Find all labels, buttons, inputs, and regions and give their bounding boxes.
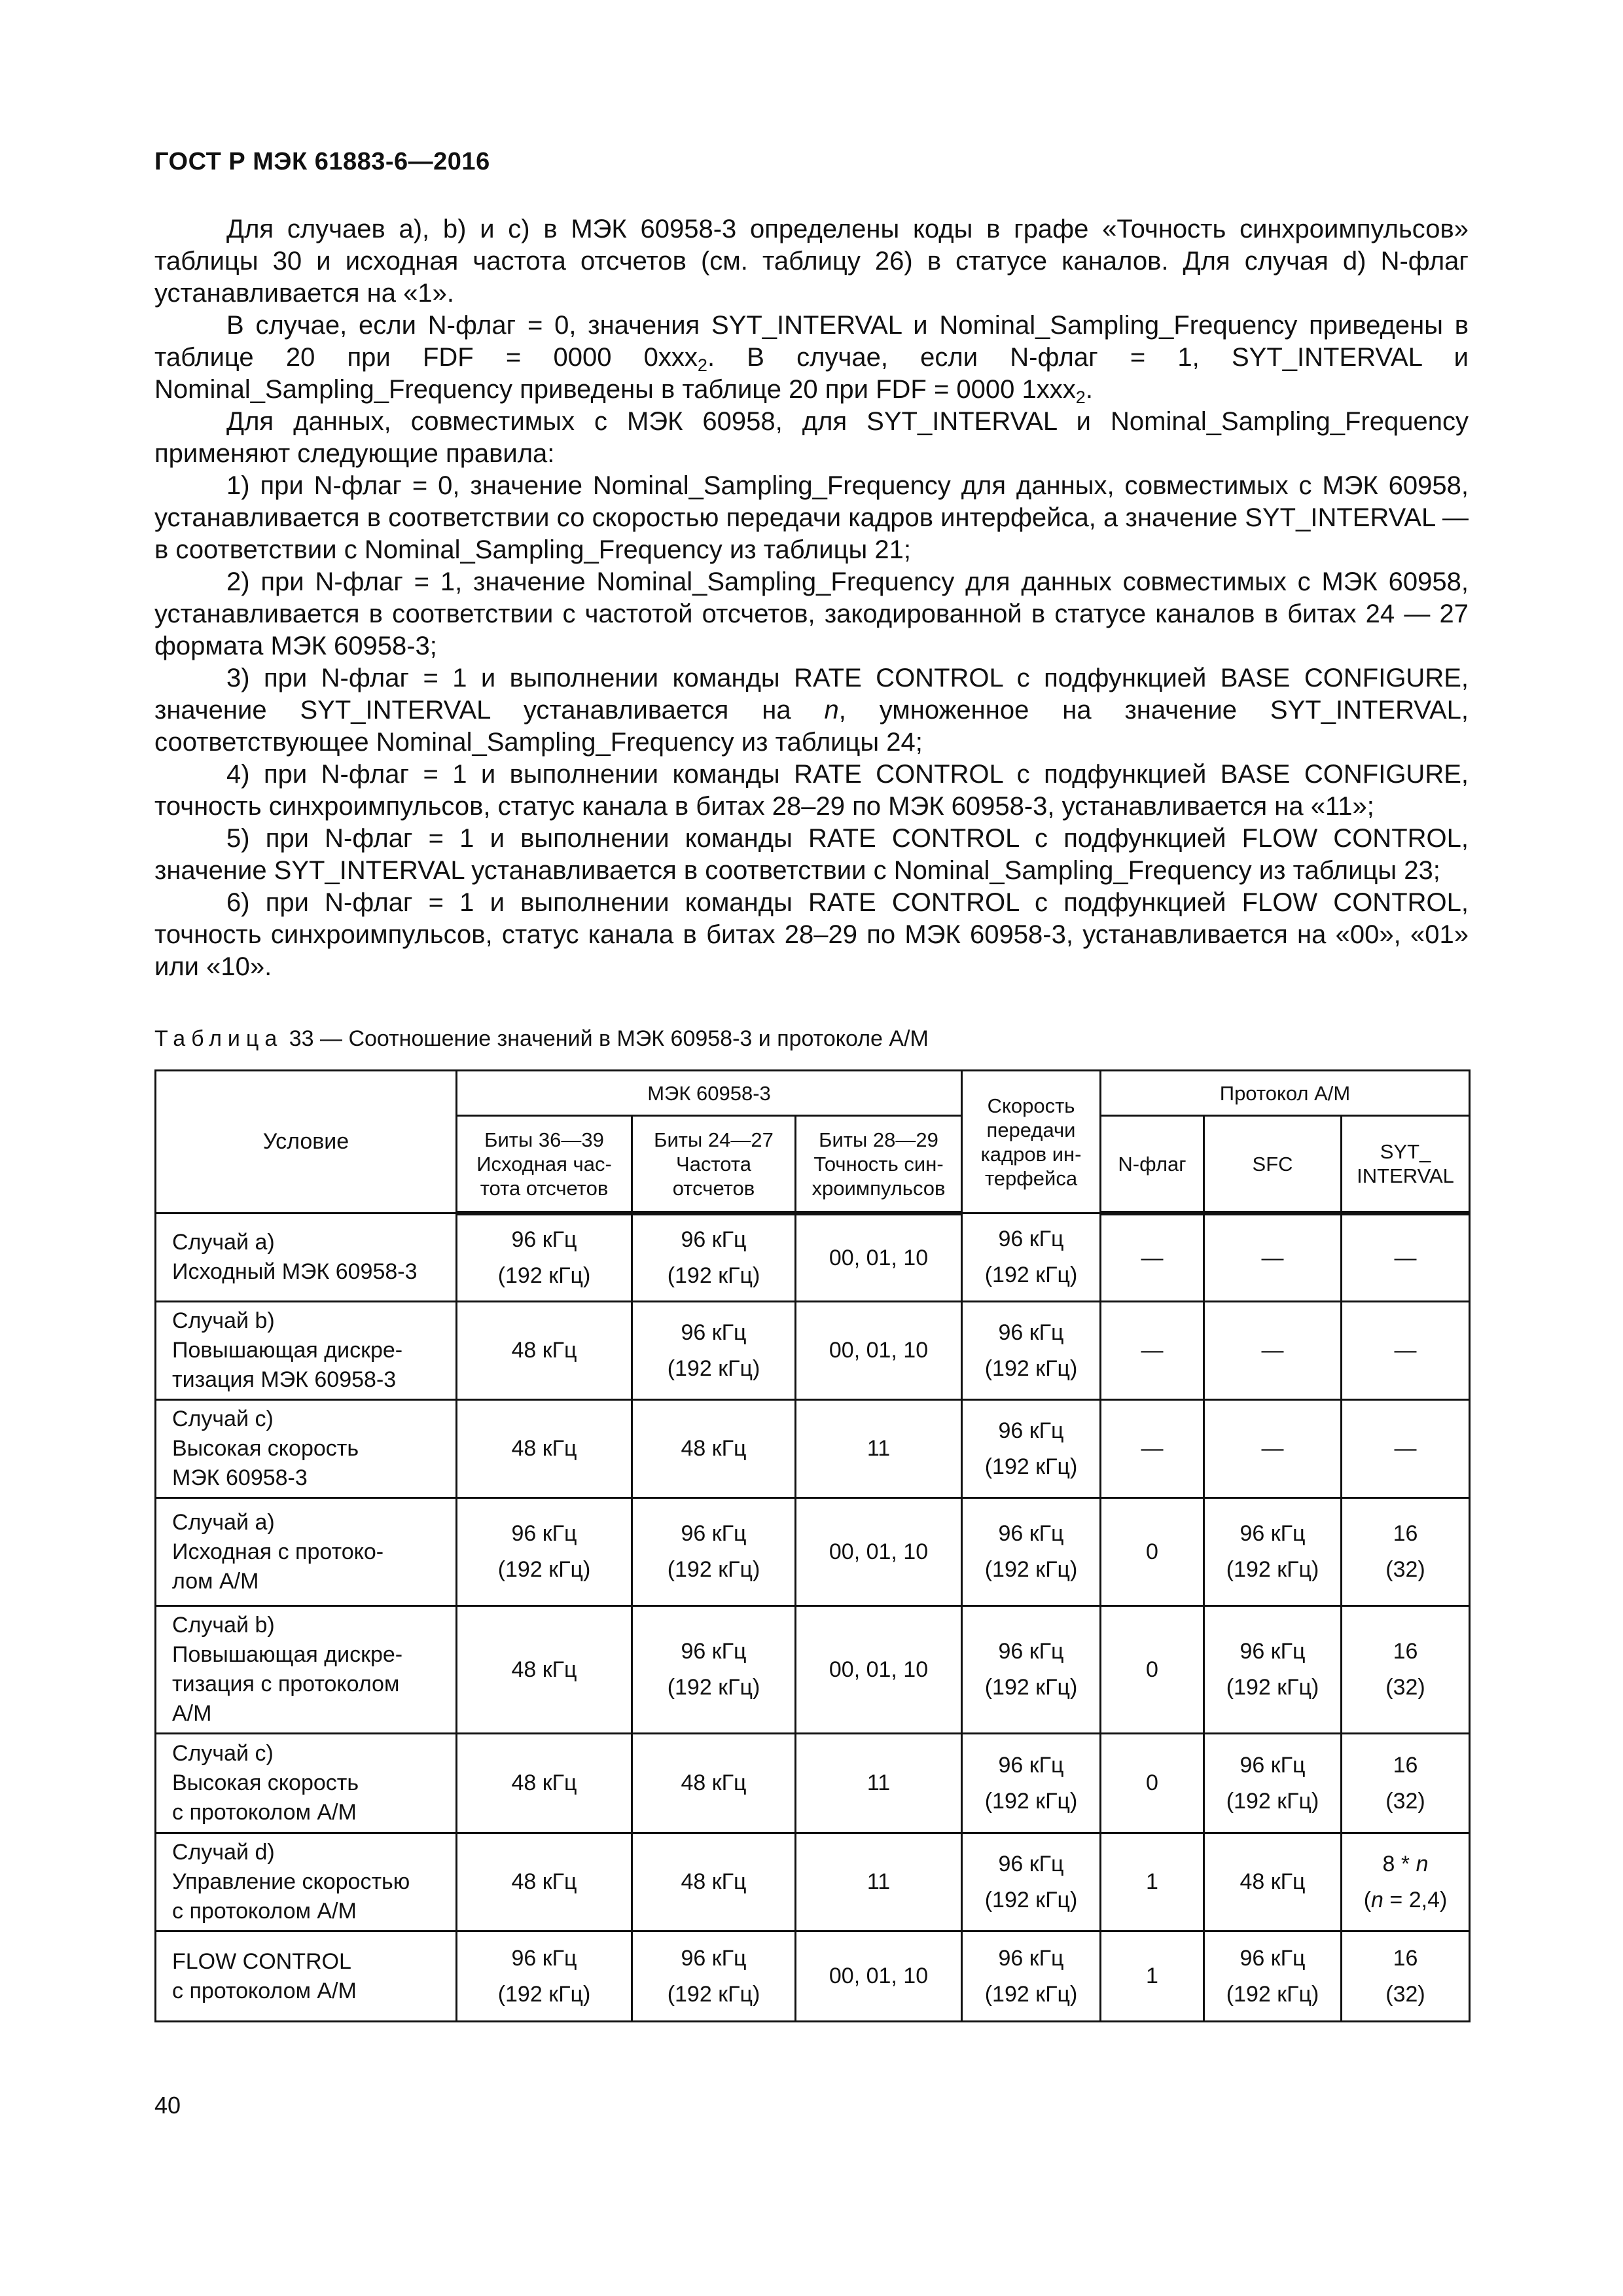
cell-line: Случай c) (172, 1741, 274, 1766)
cell-b2829 (796, 1498, 962, 1606)
cell-b3639 (457, 1734, 632, 1833)
cell-b2427 (632, 1833, 796, 1931)
body-text (154, 213, 1469, 983)
cell-b3639 (457, 1498, 632, 1606)
cell-nflag (1101, 1498, 1204, 1606)
cell-line: A/M (172, 1701, 212, 1726)
cell-nflag (1101, 1833, 1204, 1931)
cell-b2427 (632, 1606, 796, 1734)
cell-line: 16 (1393, 1945, 1418, 1971)
table-row (156, 1833, 1470, 1931)
paragraph-text: , умноженное на значение SYT_INTERVAL, соответствующее Nominal_Sampling_Frequency из таблицы 24; (154, 696, 1469, 757)
header-syt-interval: SYT_ INTERVAL (1342, 1116, 1470, 1213)
cell-line: 1 (1146, 1964, 1158, 1988)
paragraph (154, 310, 1469, 406)
cell-line: с протоколом A/M (172, 1899, 357, 1924)
cell-line: (32) (1385, 1675, 1425, 1700)
cell-line: 96 кГц (998, 1227, 1064, 1251)
cell-line: 11 (866, 1436, 891, 1461)
cell-syt (1342, 1400, 1470, 1498)
cell-line: 96 кГц (681, 1319, 747, 1345)
cell-line: 11 (866, 1869, 891, 1894)
cell-b3639 (457, 1931, 632, 2022)
cell-line: 96 кГц (511, 1521, 577, 1546)
cell-line: 96 кГц (998, 1752, 1064, 1778)
cell-line: 0 (1146, 1770, 1158, 1795)
cell-line: 8 * n (1382, 1851, 1429, 1876)
cell-line: 00, 01, 10 (829, 1964, 929, 1988)
cell-b2829 (796, 1302, 962, 1400)
cell-b2829 (796, 1213, 962, 1302)
cell-sfc (1204, 1498, 1342, 1606)
cell-line: — (1141, 1436, 1164, 1461)
paragraph-text: Для случаев a), b) и c) в МЭК 60958-3 определены коды в графе «Точность синхроимпульсов» таблицы 30 и исходная частота отсчетов (см. таблицу 26) в статусе каналов. Для случая d) N-флаг устанавливается на «1». (154, 215, 1469, 308)
cell-line: Повышающая дискре- (172, 1642, 403, 1667)
cell-line: 96 кГц (998, 1418, 1064, 1443)
cell-rate (962, 1734, 1101, 1833)
cell-line: 96 кГц (681, 1945, 747, 1971)
cell-syt (1342, 1302, 1470, 1400)
cell-rate (962, 1302, 1101, 1400)
cell-line: — (1394, 1338, 1417, 1363)
paragraph-text: Для данных, совместимых с МЭК 60958, для SYT_INTERVAL и Nominal_Sampling_Frequency применяют следующие правила: (154, 407, 1469, 468)
cell-nflag (1101, 1606, 1204, 1734)
cell-sfc (1204, 1213, 1342, 1302)
cell-line: (192 кГц) (667, 1675, 760, 1700)
cell-cond (156, 1213, 457, 1302)
table-row (156, 1734, 1470, 1833)
paragraph-text: В случае, если N-флаг = 0, значения SYT_INTERVAL и Nominal_Sampling_Frequency приведены в таблице 20 при FDF = 0000 0xxx (154, 311, 1469, 372)
header-iec-group: МЭК 60958-3 (457, 1071, 962, 1116)
table-row (156, 1931, 1470, 2022)
cell-line: (192 кГц) (667, 1981, 760, 2007)
cell-line: (192 кГц) (667, 1263, 760, 1288)
cell-b2427 (632, 1302, 796, 1400)
cell-rate (962, 1833, 1101, 1931)
cell-syt (1342, 1498, 1470, 1606)
cell-line: (192 кГц) (984, 1788, 1078, 1814)
cell-line: 0 (1146, 1539, 1158, 1564)
cell-line: Исходный МЭК 60958-3 (172, 1259, 418, 1284)
cell-line: 48 кГц (511, 1657, 577, 1682)
cell-nflag (1101, 1400, 1204, 1498)
cell-syt (1342, 1833, 1470, 1931)
cell-b3639 (457, 1302, 632, 1400)
cell-line: тизация МЭК 60958-3 (172, 1367, 397, 1392)
cell-line: 00, 01, 10 (829, 1245, 929, 1270)
cell-sfc (1204, 1734, 1342, 1833)
cell-line: (192 кГц) (667, 1557, 760, 1582)
cell-line: 48 кГц (511, 1338, 577, 1363)
table-row (156, 1498, 1470, 1606)
cell-line: 96 кГц (1240, 1639, 1306, 1664)
cell-line: Управление скоростью (172, 1869, 410, 1894)
table-row (156, 1213, 1470, 1302)
cell-b2427 (632, 1931, 796, 2022)
cell-rate (962, 1606, 1101, 1734)
cell-b2829 (796, 1931, 962, 2022)
paragraph (154, 406, 1469, 470)
document-header: ГОСТ Р МЭК 61883-6—2016 (154, 148, 490, 175)
cell-line: 96 кГц (511, 1227, 577, 1252)
cell-rate (962, 1400, 1101, 1498)
paragraph-text: 2 (697, 355, 707, 375)
cell-line: FLOW CONTROL (172, 1948, 351, 1974)
header-am-group: Протокол A/M (1101, 1071, 1470, 1116)
cell-line: (192 кГц) (1226, 1557, 1319, 1582)
cell-line: Случай a) (172, 1230, 275, 1255)
cell-line: 16 (1393, 1752, 1418, 1778)
paragraph-text: 4) при N-флаг = 1 и выполнении команды RATE CONTROL с подфункцией BASE CONFIGURE, точность синхроимпульсов, статус канала в битах 28–29 по МЭК 60958-3, устанавливается на «11»; (154, 760, 1469, 821)
paragraph-text: 3) при N-флаг = 1 и выполнении команды RATE CONTROL с подфункцией BASE CONFIGURE, значение SYT_INTERVAL устанавливается на (154, 664, 1469, 725)
cell-b2427 (632, 1400, 796, 1498)
cell-b2829 (796, 1833, 962, 1931)
cell-rate (962, 1498, 1101, 1606)
cell-line: 11 (866, 1770, 891, 1795)
cell-line: 96 кГц (998, 1521, 1064, 1546)
cell-b2427 (632, 1734, 796, 1833)
header-bits-24-27: Биты 24—27 Частота отсчетов (632, 1116, 796, 1213)
cell-line: (192 кГц) (984, 1887, 1078, 1912)
cell-line: (n = 2,4) (1363, 1887, 1448, 1912)
paragraph-text: n (824, 696, 839, 725)
cell-nflag (1101, 1931, 1204, 2022)
cell-line: — (1394, 1245, 1417, 1270)
cell-rate (962, 1931, 1101, 2022)
paragraph-text: 2) при N-флаг = 1, значение Nominal_Sampling_Frequency для данных совместимых с МЭК 60958, устанавливается в соответствии с частотой отсчетов, закодированной в статусе каналов в битах 24 — 27 формата МЭК 60958-3; (154, 567, 1469, 660)
table-caption-word: Таблица (154, 1026, 283, 1051)
paragraph-text: . (1085, 375, 1093, 404)
data-table (154, 1069, 1471, 2022)
header-n-flag: N-флаг (1101, 1116, 1204, 1213)
cell-line: — (1261, 1436, 1284, 1461)
cell-nflag (1101, 1302, 1204, 1400)
paragraph-text: 1) при N-флаг = 0, значение Nominal_Sampling_Frequency для данных, совместимых с МЭК 60958, устанавливается в соответствии со скоростью передачи кадров интерфейса, а значение SYT_INTERVAL — в соответствии с Nominal_Sampling_Frequency из таблицы 21; (154, 471, 1469, 564)
cell-line: Случай b) (172, 1308, 275, 1333)
paragraph-text: 5) при N-флаг = 1 и выполнении команды RATE CONTROL с подфункцией FLOW CONTROL, значение SYT_INTERVAL устанавливается в соответствии с Nominal_Sampling_Frequency из таблицы 23; (154, 824, 1469, 885)
cell-line: (192 кГц) (497, 1263, 591, 1288)
cell-line: 48 кГц (1240, 1869, 1306, 1894)
cell-line: 96 кГц (998, 1851, 1064, 1876)
cell-line: Случай d) (172, 1840, 275, 1865)
cell-cond (156, 1498, 457, 1606)
cell-line: (192 кГц) (984, 1355, 1078, 1381)
cell-line: 96 кГц (1240, 1945, 1306, 1971)
cell-line: (192 кГц) (667, 1355, 760, 1381)
cell-line: 16 (1393, 1639, 1418, 1664)
cell-b2427 (632, 1213, 796, 1302)
cell-line: 96 кГц (681, 1521, 747, 1546)
cell-line: (192 кГц) (984, 1981, 1078, 2007)
cell-line: с протоколом A/M (172, 1978, 357, 2003)
cell-sfc (1204, 1931, 1342, 2022)
cell-line: тизация с протоколом (172, 1672, 400, 1696)
cell-line: (192 кГц) (1226, 1675, 1319, 1700)
cell-line: — (1261, 1245, 1284, 1270)
paragraph (154, 759, 1469, 823)
table-body (156, 1213, 1470, 2022)
paragraph (154, 823, 1469, 887)
cell-line: (192 кГц) (984, 1454, 1078, 1479)
cell-cond (156, 1302, 457, 1400)
cell-line: (192 кГц) (984, 1675, 1078, 1700)
cell-sfc (1204, 1606, 1342, 1734)
cell-sfc (1204, 1833, 1342, 1931)
cell-line: 00, 01, 10 (829, 1338, 929, 1363)
header-sfc: SFC (1204, 1116, 1342, 1213)
cell-line: 96 кГц (1240, 1521, 1306, 1546)
cell-line: (192 кГц) (984, 1263, 1078, 1287)
cell-line: — (1141, 1245, 1164, 1270)
cell-line: (192 кГц) (1226, 1981, 1319, 2007)
cell-line: — (1394, 1436, 1417, 1461)
cell-line: (32) (1385, 1788, 1425, 1814)
header-bits-28-29: Биты 28—29 Точность син- хроимпульсов (796, 1116, 962, 1213)
cell-line: — (1261, 1338, 1284, 1363)
cell-b2829 (796, 1606, 962, 1734)
cell-syt (1342, 1213, 1470, 1302)
page-number: 40 (154, 2092, 181, 2119)
cell-line: 48 кГц (681, 1770, 747, 1795)
cell-line: Случай c) (172, 1407, 274, 1431)
cell-line: МЭК 60958-3 (172, 1465, 308, 1490)
cell-line: 00, 01, 10 (829, 1657, 929, 1682)
cell-b3639 (457, 1833, 632, 1931)
cell-line: 96 кГц (998, 1639, 1064, 1664)
table-row (156, 1302, 1470, 1400)
cell-nflag (1101, 1213, 1204, 1302)
table-row (156, 1400, 1470, 1498)
cell-line: Высокая скорость (172, 1770, 359, 1795)
cell-line: (192 кГц) (497, 1557, 591, 1582)
cell-line: Случай a) (172, 1509, 275, 1535)
header-bits-36-39: Биты 36—39 Исходная час- тота отсчетов (457, 1116, 632, 1213)
cell-b2427 (632, 1498, 796, 1606)
cell-line: с протоколом A/M (172, 1800, 357, 1825)
header-frame-rate: Скорость передачи кадров ин- терфейса (962, 1071, 1101, 1213)
cell-line: 96 кГц (998, 1319, 1064, 1345)
paragraph-text: 6) при N-флаг = 1 и выполнении команды RATE CONTROL с подфункцией FLOW CONTROL, точность синхроимпульсов, статус канала в битах 28–29 по МЭК 60958-3, устанавливается на «00», «01» или «10». (154, 888, 1469, 981)
cell-cond (156, 1734, 457, 1833)
paragraph (154, 213, 1469, 310)
cell-line: 96 кГц (681, 1227, 747, 1252)
table-caption-text: 33 — Соотношение значений в МЭК 60958-3 и протоколе A/M (283, 1026, 929, 1051)
cell-line: — (1141, 1338, 1164, 1363)
cell-line: 48 кГц (511, 1436, 577, 1461)
cell-syt (1342, 1931, 1470, 2022)
cell-line: 1 (1146, 1869, 1158, 1894)
cell-line: Повышающая дискре- (172, 1338, 403, 1363)
cell-line: 96 кГц (511, 1945, 577, 1971)
cell-syt (1342, 1606, 1470, 1734)
cell-cond (156, 1606, 457, 1734)
paragraph-text: . В случае, если N-флаг = 1, SYT_INTERVAL и Nominal_Sampling_Frequency приведены в таблице 20 при FDF = 0000 1xxx (154, 343, 1469, 404)
cell-sfc (1204, 1302, 1342, 1400)
cell-line: 96 кГц (1240, 1752, 1306, 1778)
cell-line: (192 кГц) (1226, 1788, 1319, 1814)
cell-line: 48 кГц (681, 1869, 747, 1894)
cell-line: (32) (1385, 1557, 1425, 1582)
paragraph-text: 2 (1075, 387, 1086, 407)
cell-line: Исходная с протоко- (172, 1539, 384, 1564)
cell-nflag (1101, 1734, 1204, 1833)
cell-line: (32) (1385, 1981, 1425, 2007)
cell-b2829 (796, 1400, 962, 1498)
header-condition: Условие (156, 1071, 457, 1213)
cell-line: лом A/M (172, 1568, 259, 1594)
paragraph (154, 566, 1469, 662)
cell-b2829 (796, 1734, 962, 1833)
cell-line: 96 кГц (681, 1639, 747, 1664)
paragraph (154, 470, 1469, 566)
paragraph (154, 662, 1469, 759)
cell-line: 48 кГц (511, 1869, 577, 1894)
cell-sfc (1204, 1400, 1342, 1498)
table-row (156, 1606, 1470, 1734)
cell-line: Случай b) (172, 1613, 275, 1638)
cell-line: 96 кГц (998, 1945, 1064, 1971)
cell-cond (156, 1833, 457, 1931)
cell-line: 16 (1393, 1521, 1418, 1546)
table-caption (154, 1026, 929, 1052)
cell-b3639 (457, 1400, 632, 1498)
cell-line: Высокая скорость (172, 1436, 359, 1461)
cell-line: (192 кГц) (984, 1557, 1078, 1582)
cell-line: 48 кГц (511, 1770, 577, 1795)
cell-line: 0 (1146, 1657, 1158, 1682)
cell-line: 48 кГц (681, 1436, 747, 1461)
cell-cond (156, 1931, 457, 2022)
cell-cond (156, 1400, 457, 1498)
cell-line: 00, 01, 10 (829, 1539, 929, 1564)
paragraph (154, 887, 1469, 983)
cell-rate (962, 1213, 1101, 1302)
cell-syt (1342, 1734, 1470, 1833)
cell-line: (192 кГц) (497, 1981, 591, 2007)
cell-b3639 (457, 1213, 632, 1302)
cell-b3639 (457, 1606, 632, 1734)
